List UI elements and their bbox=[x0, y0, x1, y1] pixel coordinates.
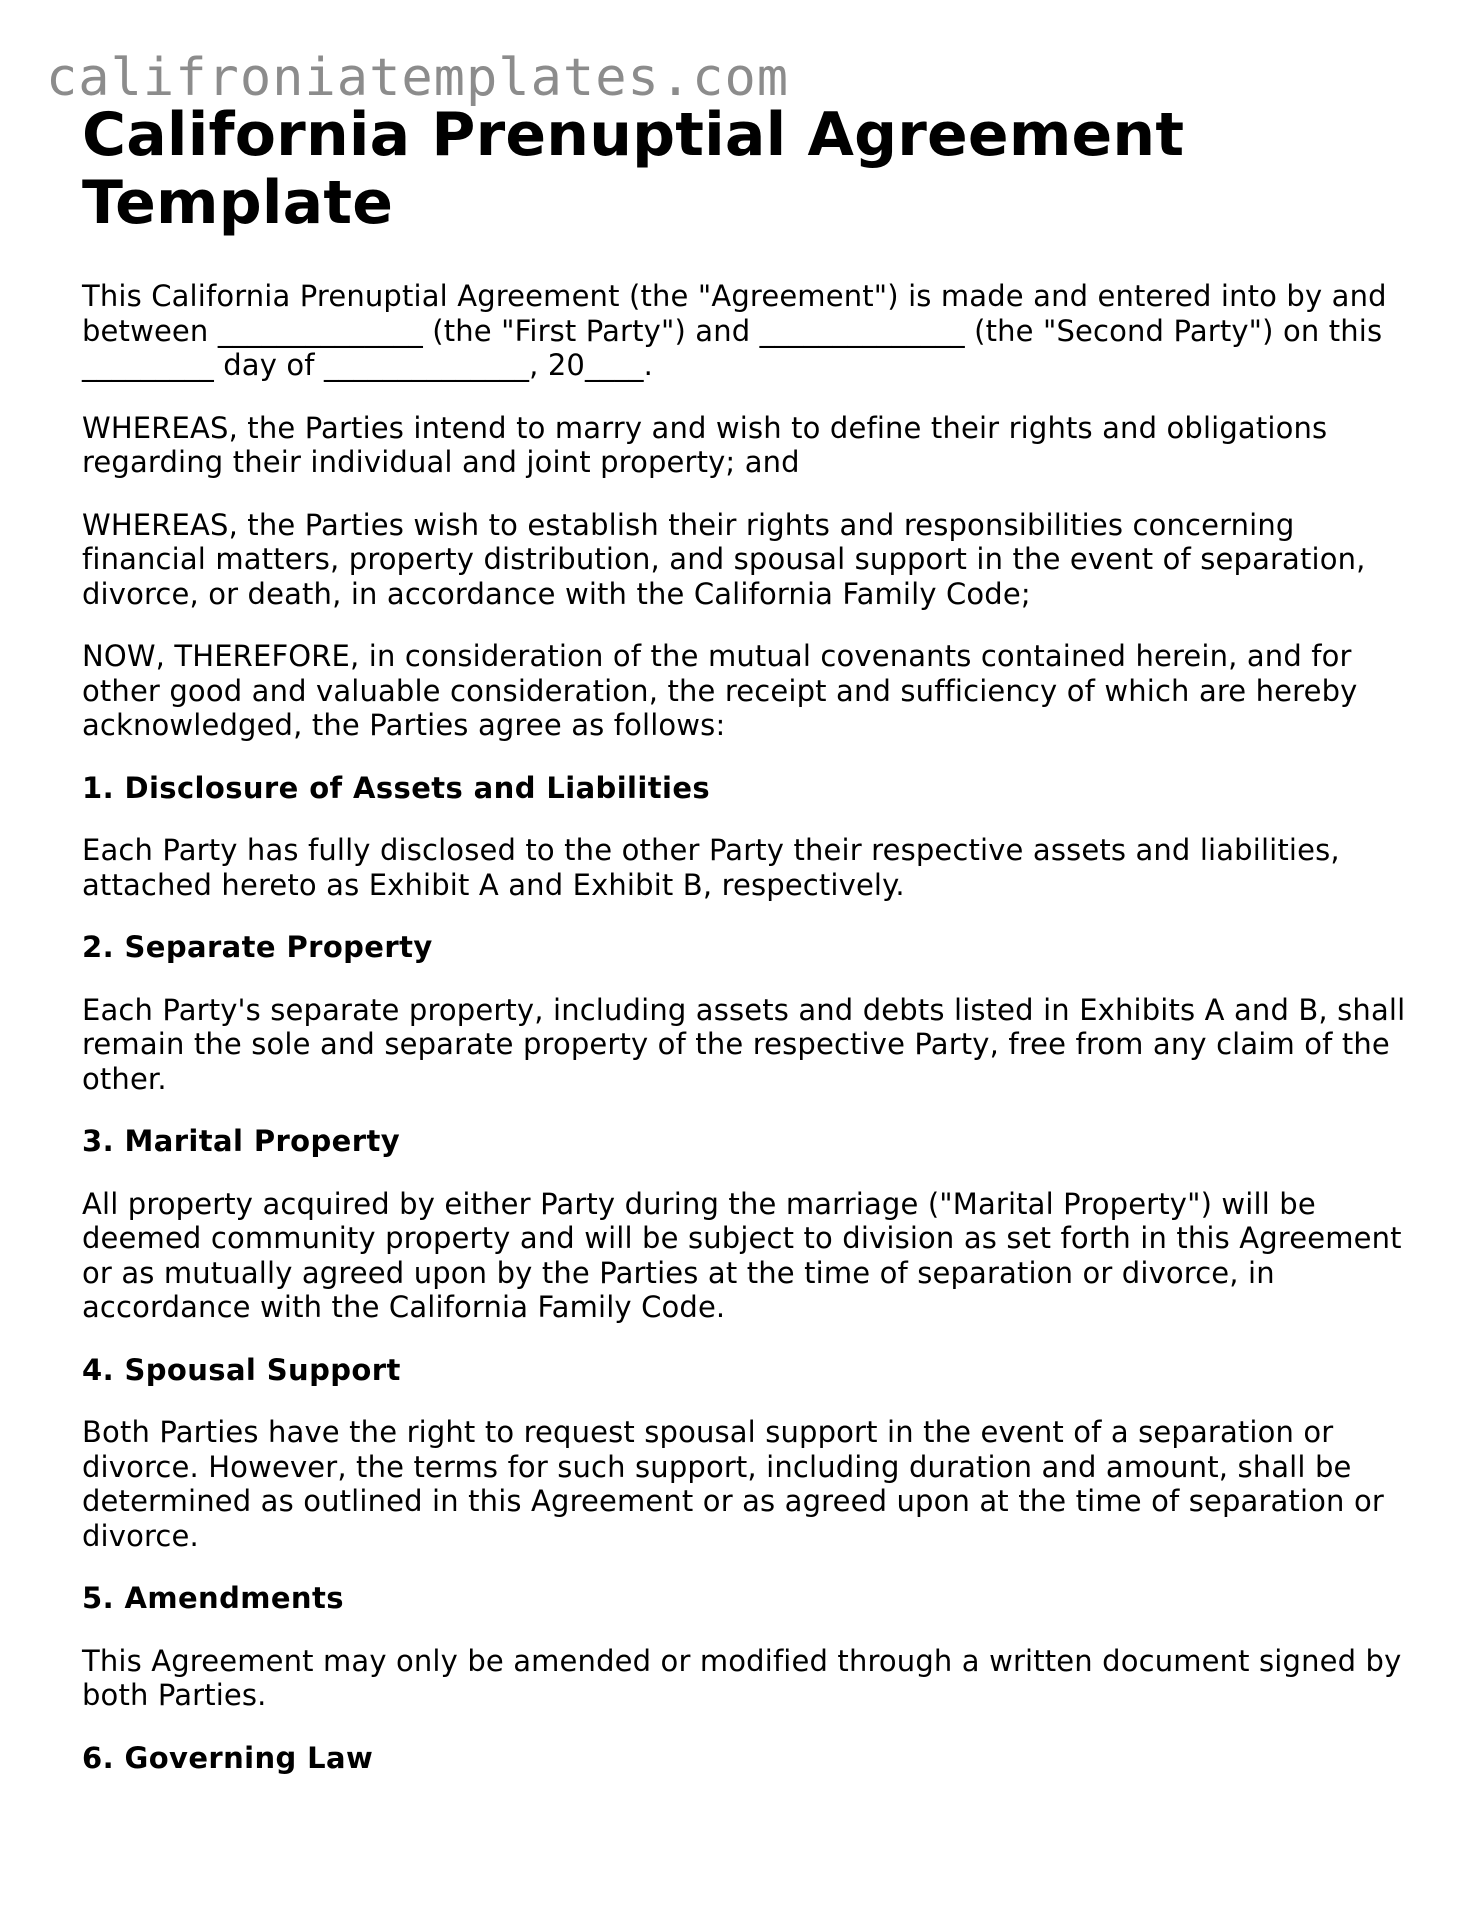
watermark: califroniatemplates.com bbox=[46, 48, 790, 108]
whereas-clause-1: WHEREAS, the Parties intend to marry and wish to define their rights and obligations regarding their individual and joint property; and bbox=[82, 410, 1328, 479]
section-body-disclosure: Each Party has fully disclosed to the other Party their respective assets and liabilities, attached hereto as Exhibit A and Exhibit B, respectively. bbox=[82, 833, 1340, 902]
now-therefore-clause: NOW, THEREFORE, in consideration of the mutual covenants contained herein, and for other good and valuable consideration, the receipt and sufficiency of which are hereby acknowledged, the Parties agree as follows: bbox=[82, 639, 1358, 742]
preamble-intro: This California Prenuptial Agreement (the "Agreement") is made and entered into by and between ______________ (the "First Party") and ______________ (the "Second Party") on this _________ day of ______________, 20____. bbox=[82, 279, 1387, 382]
page-title: California Prenuptial Agreement Template bbox=[82, 100, 1185, 238]
section-heading-disclosure: 1. Disclosure of Assets and Liabilities bbox=[82, 770, 711, 805]
section-heading-spousal-support: 4. Spousal Support bbox=[82, 1352, 401, 1387]
section-body-separate-property: Each Party's separate property, including assets and debts listed in Exhibits A and B, shall remain the sole and separate property of the respective Party, free from any claim of the other. bbox=[82, 992, 1406, 1096]
section-heading-separate-property: 2. Separate Property bbox=[82, 930, 433, 964]
document-body bbox=[82, 101, 1412, 1803]
whereas-clause-2: WHEREAS, the Parties wish to establish their rights and responsibilities concerning financial matters, property distribution, and spousal support in the event of separation, divorce, or death, in accordance with the California Family Code; bbox=[82, 507, 1366, 611]
section-heading-governing-law: 6. Governing Law bbox=[82, 1740, 374, 1775]
section-heading-amendments: 5. Amendments bbox=[82, 1581, 344, 1615]
section-body-spousal-support: Both Parties have the right to request spousal support in the event of a separation or divorce. However, the terms for such support, including duration and amount, shall be determined as outlined in this Agreement or as agreed upon at the time of separation or divorce. bbox=[82, 1415, 1384, 1553]
section-body-marital-property: All property acquired by either Party during the marriage ("Marital Property") will be deemed community property and will be subject to division as set forth in this Agreement or as mutually agreed upon by the Parties at the time of separation or divorce, in accordance with the California Family Code. bbox=[82, 1186, 1402, 1324]
section-body-amendments: This Agreement may only be amended or modified through a written document signed by both Parties. bbox=[82, 1643, 1402, 1712]
section-heading-marital-property: 3. Marital Property bbox=[82, 1124, 401, 1158]
